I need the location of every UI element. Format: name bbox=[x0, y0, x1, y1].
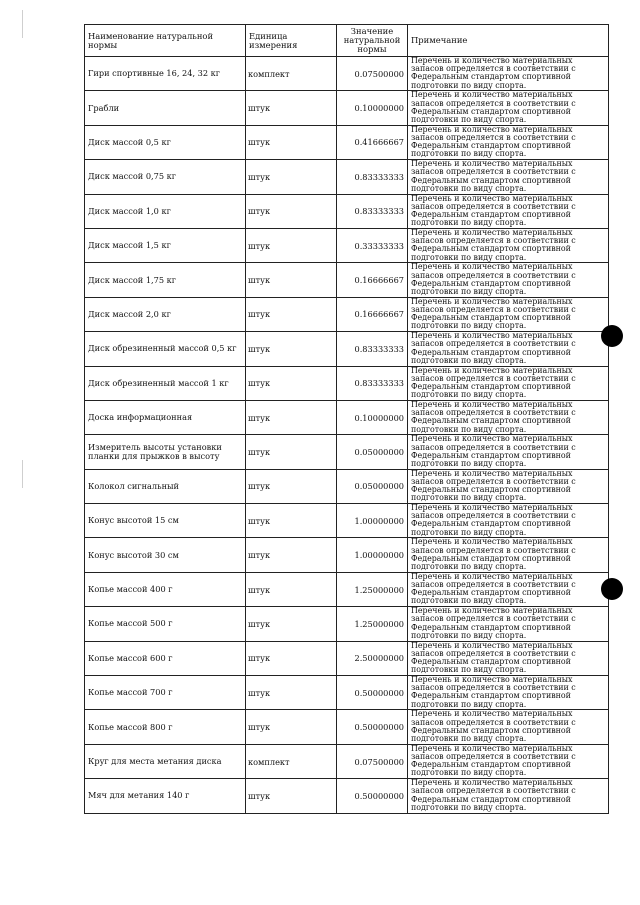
row-note: Перечень и количество материальных запасов определяется в соответствии с Федеральным стандартом спортивной подготовки по виду спорта. bbox=[408, 160, 609, 194]
row-note: Перечень и количество материальных запасов определяется в соответствии с Федеральным стандартом спортивной подготовки по виду спорта. bbox=[408, 572, 609, 606]
table-row bbox=[85, 400, 609, 434]
row-note: Перечень и количество материальных запасов определяется в соответствии с Федеральным стандартом спортивной подготовки по виду спорта. bbox=[408, 435, 609, 469]
table-row bbox=[85, 744, 609, 778]
row-note: Перечень и количество материальных запасов определяется в соответствии с Федеральным стандартом спортивной подготовки по виду спорта. bbox=[408, 332, 609, 366]
table-row bbox=[85, 160, 609, 194]
row-name: Конус высотой 15 см bbox=[85, 504, 246, 538]
row-name: Диск обрезиненный массой 0,5 кг bbox=[85, 332, 246, 366]
row-unit: штук bbox=[246, 779, 337, 813]
row-unit: штук bbox=[246, 125, 337, 159]
row-name: Гири спортивные 16, 24, 32 кг bbox=[85, 57, 246, 91]
row-unit: штук bbox=[246, 572, 337, 606]
row-unit: штук bbox=[246, 332, 337, 366]
table-row bbox=[85, 607, 609, 641]
table-row bbox=[85, 469, 609, 503]
table-header-row bbox=[85, 25, 609, 57]
row-name: Копье массой 400 г bbox=[85, 572, 246, 606]
row-unit: штук bbox=[246, 676, 337, 710]
row-value: 0.05000000 bbox=[337, 435, 408, 469]
header-value: Значение натуральной нормы bbox=[337, 25, 408, 57]
row-name: Диск массой 1,0 кг bbox=[85, 194, 246, 228]
row-name: Копье массой 700 г bbox=[85, 676, 246, 710]
row-note: Перечень и количество материальных запасов определяется в соответствии с Федеральным стандартом спортивной подготовки по виду спорта. bbox=[408, 57, 609, 91]
row-value: 0.16666667 bbox=[337, 263, 408, 297]
row-value: 1.25000000 bbox=[337, 572, 408, 606]
row-name: Круг для места метания диска bbox=[85, 744, 246, 778]
row-note: Перечень и количество материальных запасов определяется в соответствии с Федеральным стандартом спортивной подготовки по виду спорта. bbox=[408, 538, 609, 572]
row-unit: штук bbox=[246, 91, 337, 125]
row-note: Перечень и количество материальных запасов определяется в соответствии с Федеральным стандартом спортивной подготовки по виду спорта. bbox=[408, 641, 609, 675]
row-note: Перечень и количество материальных запасов определяется в соответствии с Федеральным стандартом спортивной подготовки по виду спорта. bbox=[408, 400, 609, 434]
row-name: Конус высотой 30 см bbox=[85, 538, 246, 572]
row-name: Диск массой 1,5 кг bbox=[85, 228, 246, 262]
row-value: 2.50000000 bbox=[337, 641, 408, 675]
row-note: Перечень и количество материальных запасов определяется в соответствии с Федеральным стандартом спортивной подготовки по виду спорта. bbox=[408, 194, 609, 228]
row-value: 0.50000000 bbox=[337, 710, 408, 744]
row-note: Перечень и количество материальных запасов определяется в соответствии с Федеральным стандартом спортивной подготовки по виду спорта. bbox=[408, 676, 609, 710]
row-unit: штук bbox=[246, 469, 337, 503]
row-name: Мяч для метания 140 г bbox=[85, 779, 246, 813]
norms-table bbox=[84, 24, 609, 814]
row-note: Перечень и количество материальных запасов определяется в соответствии с Федеральным стандартом спортивной подготовки по виду спорта. bbox=[408, 228, 609, 262]
header-name: Наименование натуральной нормы bbox=[85, 25, 246, 57]
row-value: 0.50000000 bbox=[337, 676, 408, 710]
row-note: Перечень и количество материальных запасов определяется в соответствии с Федеральным стандартом спортивной подготовки по виду спорта. bbox=[408, 504, 609, 538]
row-note: Перечень и количество материальных запасов определяется в соответствии с Федеральным стандартом спортивной подготовки по виду спорта. bbox=[408, 366, 609, 400]
row-value: 0.05000000 bbox=[337, 469, 408, 503]
table-row bbox=[85, 57, 609, 91]
table-row bbox=[85, 572, 609, 606]
row-name: Диск массой 0,5 кг bbox=[85, 125, 246, 159]
row-value: 0.83333333 bbox=[337, 194, 408, 228]
row-name: Копье массой 800 г bbox=[85, 710, 246, 744]
row-value: 0.83333333 bbox=[337, 332, 408, 366]
row-unit: штук bbox=[246, 263, 337, 297]
row-value: 0.41666667 bbox=[337, 125, 408, 159]
row-note: Перечень и количество материальных запасов определяется в соответствии с Федеральным стандартом спортивной подготовки по виду спорта. bbox=[408, 469, 609, 503]
row-unit: штук bbox=[246, 435, 337, 469]
punch-hole bbox=[601, 325, 623, 347]
table-row bbox=[85, 710, 609, 744]
table-row bbox=[85, 504, 609, 538]
row-name: Колокол сигнальный bbox=[85, 469, 246, 503]
punch-hole bbox=[601, 578, 623, 600]
table-row bbox=[85, 366, 609, 400]
table-row bbox=[85, 676, 609, 710]
row-value: 0.50000000 bbox=[337, 779, 408, 813]
row-note: Перечень и количество материальных запасов определяется в соответствии с Федеральным стандартом спортивной подготовки по виду спорта. bbox=[408, 297, 609, 331]
row-value: 0.07500000 bbox=[337, 744, 408, 778]
row-unit: штук bbox=[246, 504, 337, 538]
header-unit: Единица измерения bbox=[246, 25, 337, 57]
row-unit: штук bbox=[246, 160, 337, 194]
row-note: Перечень и количество материальных запасов определяется в соответствии с Федеральным стандартом спортивной подготовки по виду спорта. bbox=[408, 744, 609, 778]
row-value: 0.83333333 bbox=[337, 366, 408, 400]
row-value: 0.83333333 bbox=[337, 160, 408, 194]
margin-mark bbox=[22, 10, 23, 38]
row-note: Перечень и количество материальных запасов определяется в соответствии с Федеральным стандартом спортивной подготовки по виду спорта. bbox=[408, 263, 609, 297]
row-unit: штук bbox=[246, 297, 337, 331]
table-row bbox=[85, 125, 609, 159]
row-value: 1.00000000 bbox=[337, 504, 408, 538]
row-value: 0.10000000 bbox=[337, 400, 408, 434]
row-note: Перечень и количество материальных запасов определяется в соответствии с Федеральным стандартом спортивной подготовки по виду спорта. bbox=[408, 607, 609, 641]
row-name: Грабли bbox=[85, 91, 246, 125]
row-note: Перечень и количество материальных запасов определяется в соответствии с Федеральным стандартом спортивной подготовки по виду спорта. bbox=[408, 779, 609, 813]
header-note: Примечание bbox=[408, 25, 609, 57]
row-unit: штук bbox=[246, 400, 337, 434]
row-unit: штук bbox=[246, 607, 337, 641]
margin-mark bbox=[22, 460, 23, 488]
row-value: 1.25000000 bbox=[337, 607, 408, 641]
row-value: 0.33333333 bbox=[337, 228, 408, 262]
row-unit: штук bbox=[246, 228, 337, 262]
row-value: 0.16666667 bbox=[337, 297, 408, 331]
table-row bbox=[85, 332, 609, 366]
row-unit: штук bbox=[246, 366, 337, 400]
row-unit: штук bbox=[246, 538, 337, 572]
row-unit: штук bbox=[246, 194, 337, 228]
row-name: Копье массой 600 г bbox=[85, 641, 246, 675]
row-name: Диск обрезиненный массой 1 кг bbox=[85, 366, 246, 400]
table-row bbox=[85, 641, 609, 675]
table-row bbox=[85, 435, 609, 469]
table-row bbox=[85, 228, 609, 262]
row-note: Перечень и количество материальных запасов определяется в соответствии с Федеральным стандартом спортивной подготовки по виду спорта. bbox=[408, 125, 609, 159]
table-row bbox=[85, 91, 609, 125]
row-unit: комплект bbox=[246, 744, 337, 778]
table-row bbox=[85, 297, 609, 331]
table-row bbox=[85, 194, 609, 228]
table-row bbox=[85, 779, 609, 813]
row-note: Перечень и количество материальных запасов определяется в соответствии с Федеральным стандартом спортивной подготовки по виду спорта. bbox=[408, 91, 609, 125]
row-value: 1.00000000 bbox=[337, 538, 408, 572]
row-name: Диск массой 2,0 кг bbox=[85, 297, 246, 331]
table-row bbox=[85, 263, 609, 297]
row-name: Измеритель высоты установки планки для прыжков в высоту bbox=[85, 435, 246, 469]
row-unit: штук bbox=[246, 641, 337, 675]
row-name: Доска информационная bbox=[85, 400, 246, 434]
table-body bbox=[85, 57, 609, 814]
row-note: Перечень и количество материальных запасов определяется в соответствии с Федеральным стандартом спортивной подготовки по виду спорта. bbox=[408, 710, 609, 744]
row-name: Копье массой 500 г bbox=[85, 607, 246, 641]
table-row bbox=[85, 538, 609, 572]
row-value: 0.07500000 bbox=[337, 57, 408, 91]
row-name: Диск массой 1,75 кг bbox=[85, 263, 246, 297]
row-unit: комплект bbox=[246, 57, 337, 91]
row-unit: штук bbox=[246, 710, 337, 744]
row-value: 0.10000000 bbox=[337, 91, 408, 125]
row-name: Диск массой 0,75 кг bbox=[85, 160, 246, 194]
